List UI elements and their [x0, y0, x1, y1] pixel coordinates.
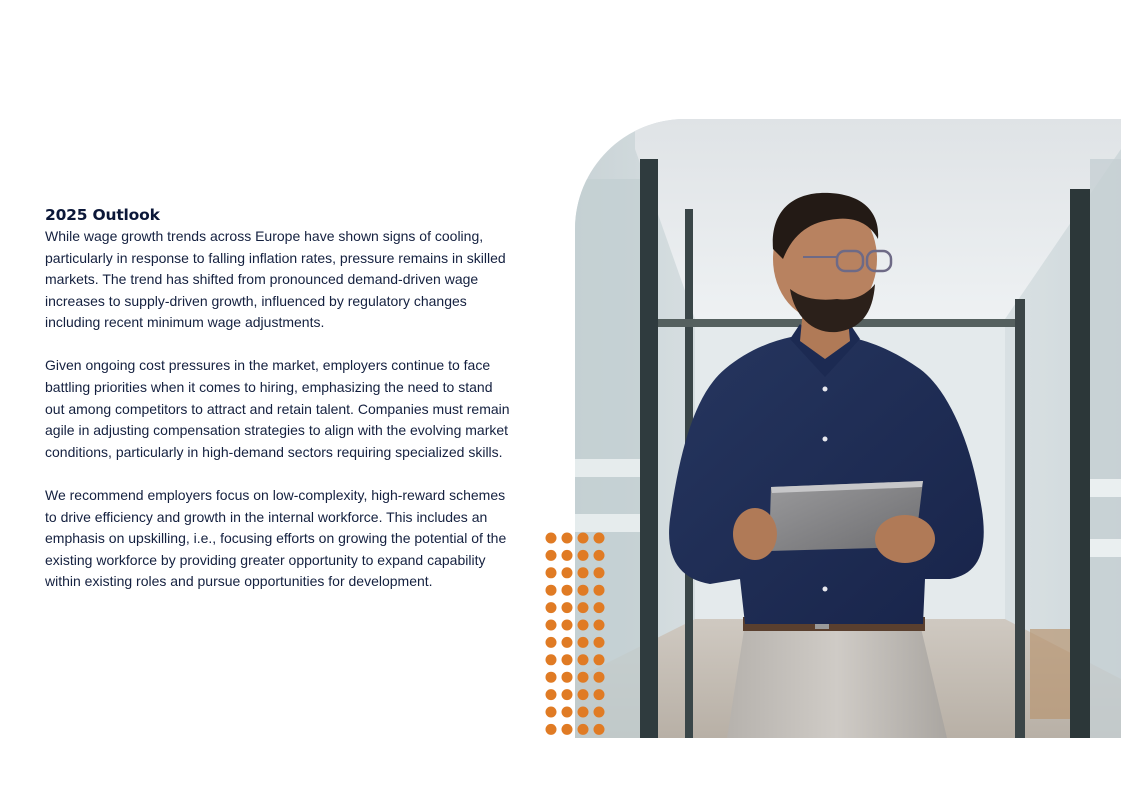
orange-dot — [594, 724, 605, 735]
orange-dot — [562, 585, 573, 596]
orange-dot — [578, 620, 589, 631]
orange-dot — [578, 567, 589, 578]
orange-dot — [594, 567, 605, 578]
orange-dot — [578, 533, 589, 544]
orange-dot — [562, 724, 573, 735]
orange-dot — [578, 724, 589, 735]
orange-dot — [578, 637, 589, 648]
orange-dot — [594, 672, 605, 683]
orange-dot — [578, 672, 589, 683]
orange-dot — [546, 654, 557, 665]
orange-dot — [562, 689, 573, 700]
orange-dot — [594, 707, 605, 718]
orange-dot — [562, 533, 573, 544]
orange-dot — [578, 585, 589, 596]
office-photo — [575, 119, 1121, 738]
orange-dot — [546, 585, 557, 596]
orange-dot — [546, 567, 557, 578]
orange-dot — [546, 724, 557, 735]
orange-dot — [562, 637, 573, 648]
orange-dot — [546, 672, 557, 683]
orange-dot — [562, 707, 573, 718]
orange-dot — [594, 533, 605, 544]
orange-dot — [578, 602, 589, 613]
orange-dot — [594, 637, 605, 648]
orange-dot — [546, 707, 557, 718]
orange-dot-pattern — [544, 532, 608, 740]
orange-dot — [562, 602, 573, 613]
orange-dot — [578, 689, 589, 700]
orange-dot — [562, 567, 573, 578]
orange-dot — [594, 620, 605, 631]
orange-dot — [594, 602, 605, 613]
paragraph-wage-trends: While wage growth trends across Europe have shown signs of cooling, particularly in response to falling inflation rates, pressure remains in skilled markets. The trend has shifted from pronounced demand-driven wage increases to supply-driven growth, influenced by regulatory changes including recent minimum wage adjustments. — [45, 228, 506, 331]
orange-dot — [562, 620, 573, 631]
orange-dot — [562, 550, 573, 561]
orange-dot — [546, 602, 557, 613]
orange-dot — [594, 550, 605, 561]
orange-dot — [578, 707, 589, 718]
orange-dot — [562, 654, 573, 665]
orange-dot — [594, 654, 605, 665]
section-heading: 2025 Outlook — [45, 206, 160, 224]
orange-dot — [594, 689, 605, 700]
orange-dot — [546, 533, 557, 544]
paragraph-cost-pressures: Given ongoing cost pressures in the market, employers continue to face battling priorities when it comes to hiring, emphasizing the need to stand out among competitors to attract and retain talent. Companies must remain agile in adjusting compensation strategies to align with the evolving market conditions, particularly in high-demand sectors requiring specialized skills. — [45, 357, 510, 460]
orange-dot — [594, 585, 605, 596]
orange-dot — [562, 672, 573, 683]
paragraph-recommendation: We recommend employers focus on low-complexity, high-reward schemes to drive efficiency and growth in the internal workforce. This includes an emphasis on upskilling, i.e., focusing efforts on growing the potential of the existing workforce by providing greater opportunity to expand capability within existing roles and pursue opportunities for development. — [45, 486, 507, 590]
outlook-section — [45, 204, 515, 614]
orange-dot — [578, 654, 589, 665]
orange-dot — [546, 689, 557, 700]
orange-dot — [578, 550, 589, 561]
orange-dot — [546, 620, 557, 631]
orange-dot — [546, 550, 557, 561]
orange-dot — [546, 637, 557, 648]
